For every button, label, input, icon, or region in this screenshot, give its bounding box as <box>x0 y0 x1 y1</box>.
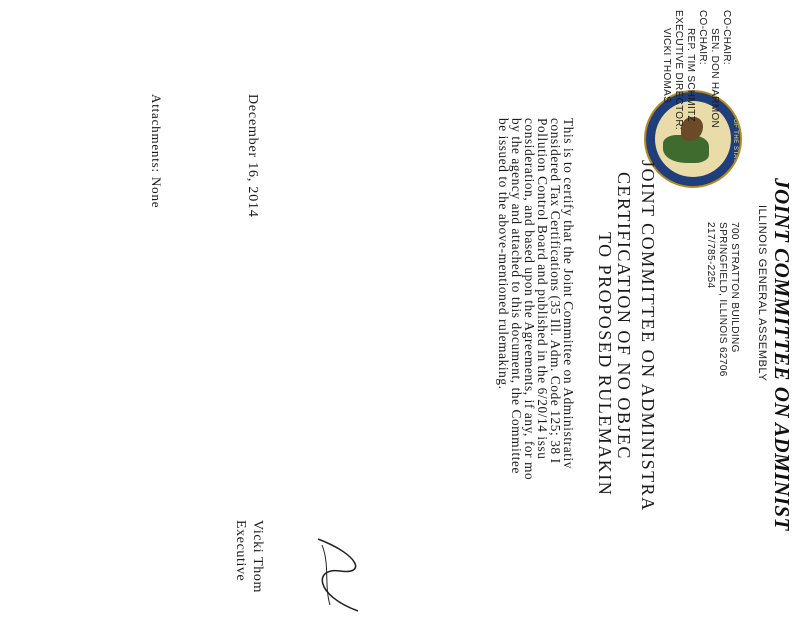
phone-number: 217/785-2254 <box>705 222 716 289</box>
co-chair-1-label: CO-CHAIR: <box>721 10 732 65</box>
certification-title-line-2: TO PROPOSED RULEMAKIN <box>595 232 615 497</box>
body-line-3: Pollution Control Board and published in the 6/20/14 issu <box>535 118 550 460</box>
co-chair-1-name: SEN. DON HARMON <box>709 28 720 129</box>
seal-ring-text: SEAL OF THE STATE OF <box>732 99 738 179</box>
address-line-1: 700 STRATTON BUILDING <box>729 222 740 353</box>
signatory-name: Vicki Thom <box>250 520 265 593</box>
assembly-name: ILLINOIS GENERAL ASSEMBLY <box>756 205 768 382</box>
body-line-4: consideration, and based upon the Agreements, if any, for mo <box>522 118 537 481</box>
body-line-6: be issued to the above-mentioned rulemaking. <box>496 118 511 390</box>
certification-body <box>497 118 575 480</box>
body-line-5: by the agency and attached to this document, the Committee <box>509 118 524 475</box>
co-chair-2-name: REP. TIM SCHMITZ <box>685 28 696 122</box>
officers-block <box>660 10 732 130</box>
executive-director-name: VICKI THOMAS <box>661 28 672 104</box>
signature-mark <box>310 535 370 615</box>
executive-director-label: EXECUTIVE DIRECTOR: <box>673 10 684 130</box>
committee-heading: JOINT COMMITTEE ON ADMINISTRA <box>638 160 658 512</box>
body-line-2: considered Tax Certifications (35 Ill. Adm. Code 125; 38 I <box>548 118 563 464</box>
committee-masthead: JOINT COMMITTEE ON ADMINIST <box>770 178 794 531</box>
signatory-title: Executive <box>233 520 248 582</box>
document-date: December 16, 2014 <box>245 94 260 218</box>
attachments-note: Attachments: None <box>149 94 164 209</box>
body-line-1: This is to certify that the Joint Committee on Administrativ <box>561 118 576 470</box>
certification-title-line-1: CERTIFICATION OF NO OBJEC <box>614 172 634 460</box>
address-block <box>704 222 740 377</box>
co-chair-2-label: CO-CHAIR: <box>697 10 708 65</box>
address-line-2: SPRINGFIELD, ILLINOIS 62706 <box>717 222 728 377</box>
